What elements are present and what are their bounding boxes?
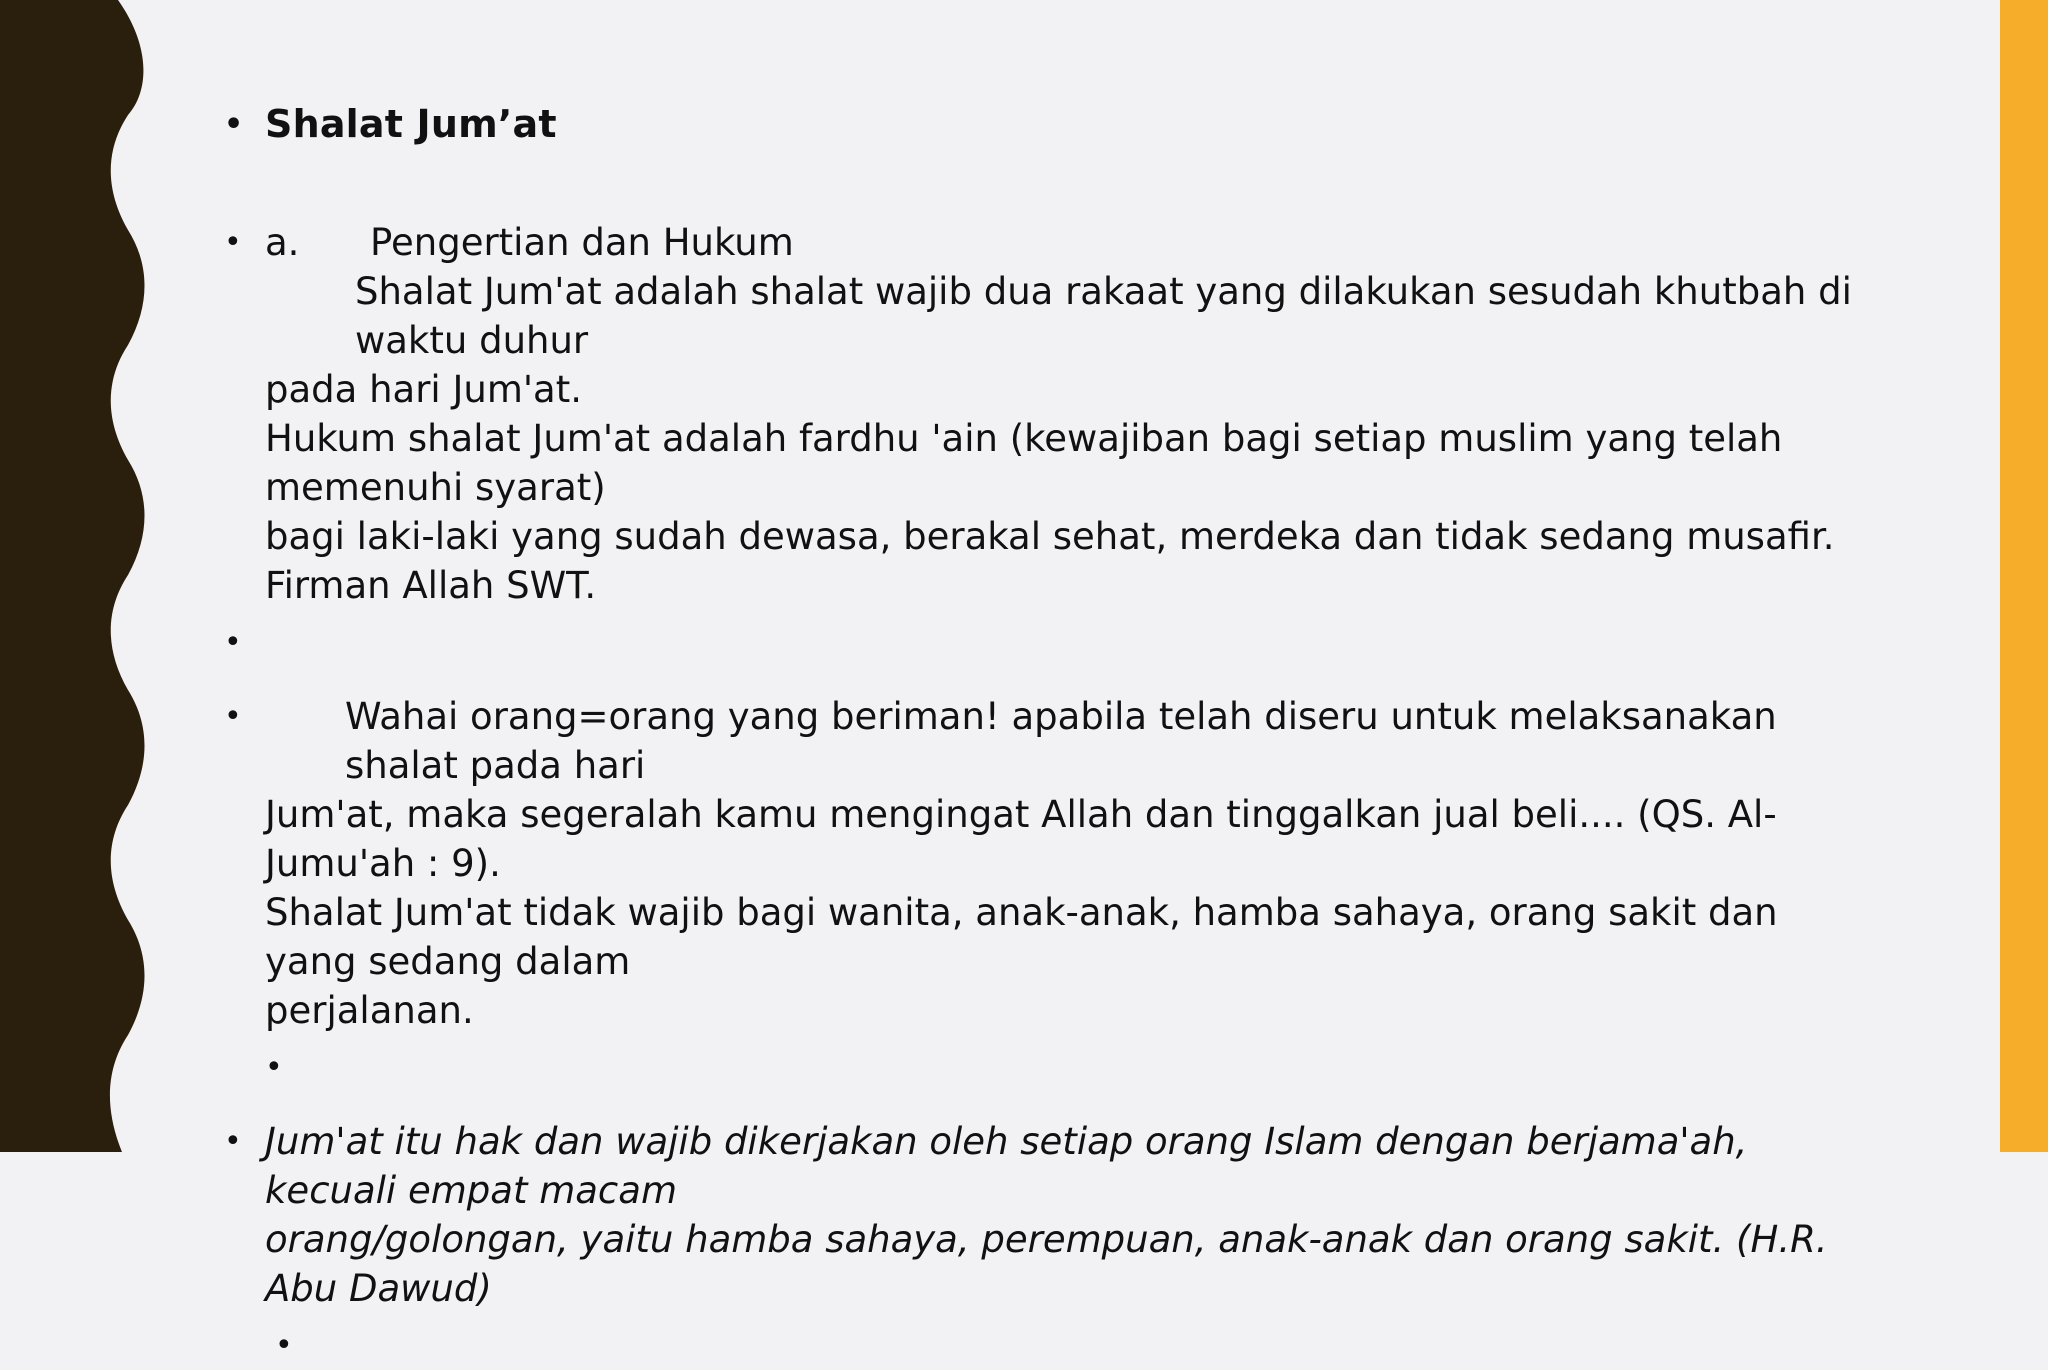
title-bullet — [220, 100, 1880, 149]
bullet-dot: • — [224, 699, 242, 734]
ruling-line-2: bagi laki-laki yang sudah dewasa, berakal sehat, merdeka dan tidak sedang musafir. — [265, 515, 1835, 558]
slide-title: Shalat Jum’at — [265, 102, 557, 146]
section-a-heading: Pengertian dan Hukum — [370, 221, 794, 264]
hadith-line-2: orang/golongan, yaitu hamba sahaya, perempuan, anak-anak dan orang sakit. (H.R. Abu Dawud) — [265, 1218, 1828, 1310]
sub-bullet-dot: • — [275, 1328, 293, 1363]
definition-line-1: Shalat Jum'at adalah shalat wajib dua rakaat yang dilakukan sesudah khutbah di waktu duhur — [355, 270, 1852, 362]
section-a-heading-line — [265, 218, 1880, 267]
verse-bullet — [220, 692, 1880, 1035]
bullet-dot: • — [224, 625, 242, 660]
section-a-bullet — [220, 218, 1880, 610]
verse-line-1: Wahai orang=orang yang beriman! apabila telah diseru untuk melaksanakan shalat pada hari — [345, 695, 1777, 787]
hadith-line-1: Jum'at itu hak dan wajib dikerjakan oleh setiap orang Islam dengan berjama'ah, kecuali empat macam — [265, 1120, 1748, 1212]
definition-line-2: pada hari Jum'at. — [265, 368, 582, 411]
ruling-line-1: Hukum shalat Jum'at adalah fardhu 'ain (kewajiban bagi setiap muslim yang telah memenuhi syarat) — [265, 417, 1783, 509]
verse-line-3: Shalat Jum'at tidak wajib bagi wanita, anak-anak, hamba sahaya, orang sakit dan yang sedang dalam — [265, 891, 1778, 983]
hadith-bullet — [220, 1117, 1880, 1313]
bullet-dot: • — [224, 1124, 242, 1159]
bullet-dot: • — [224, 107, 244, 142]
verse-line-4: perjalanan. — [265, 989, 474, 1032]
sub-bullet-dot: • — [265, 1050, 283, 1085]
wavy-left-border — [0, 0, 160, 1152]
bullet-dot: • — [224, 225, 242, 260]
right-accent-bar — [2000, 0, 2048, 1152]
wavy-border-shape — [0, 0, 145, 1152]
slide-content — [220, 100, 1880, 1370]
sub-bullet-empty-2 — [220, 1321, 1880, 1370]
sub-bullet-empty — [220, 1043, 1880, 1092]
verse-line-2: Jum'at, maka segeralah kamu mengingat Allah dan tinggalkan jual beli.... (QS. Al-Jumu'ah : 9). — [265, 793, 1777, 885]
section-a-label: a. — [265, 221, 300, 264]
empty-bullet — [220, 618, 1880, 667]
firman-line: Firman Allah SWT. — [265, 564, 597, 607]
